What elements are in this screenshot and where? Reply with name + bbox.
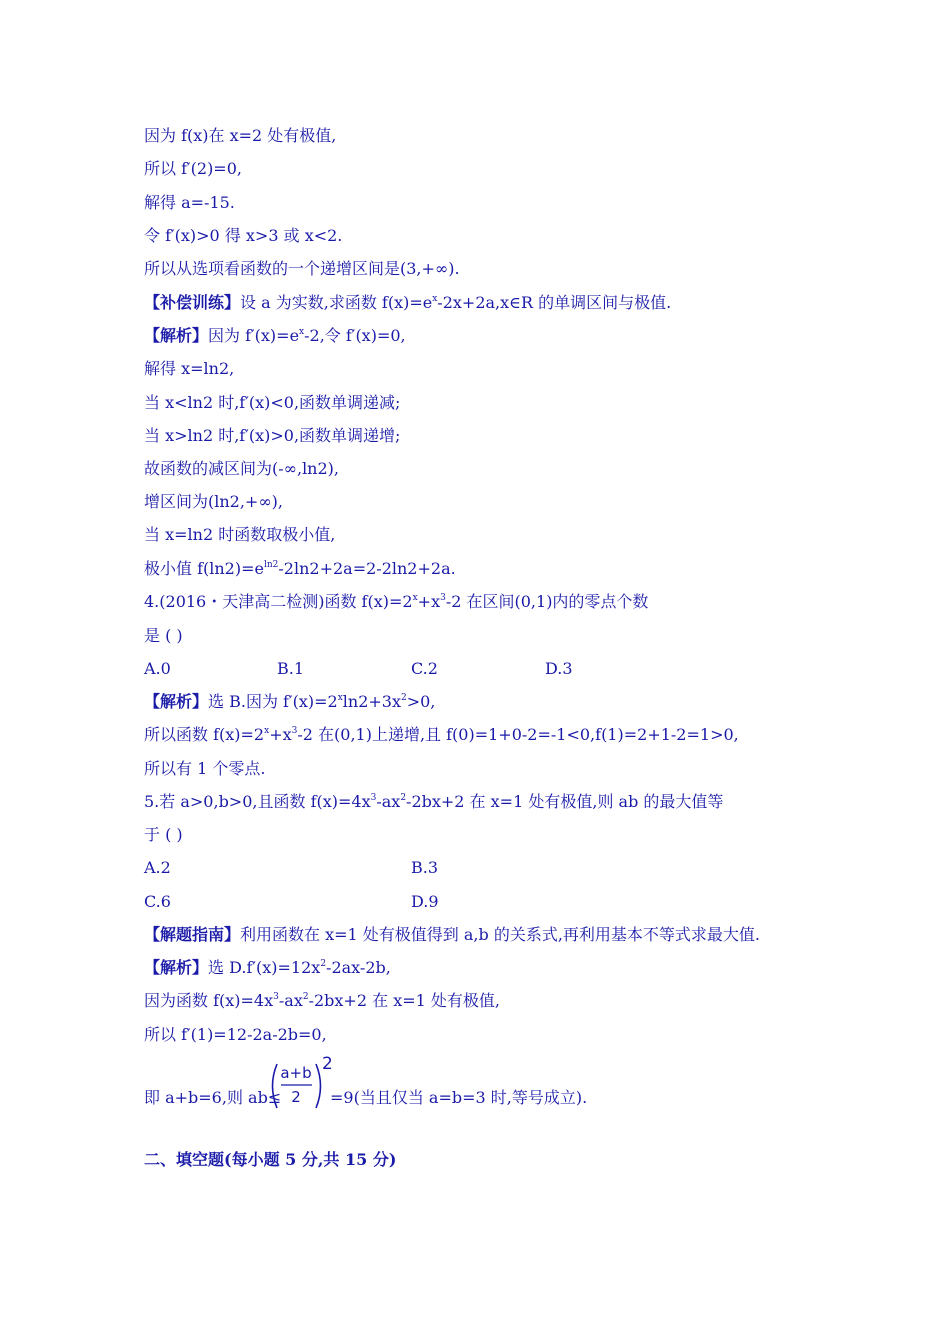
superscript: 2 <box>320 959 327 969</box>
text-line: 增区间为(ln2,+∞), <box>144 492 283 511</box>
text-part: 利用函数在 x=1 处有极值得到 a,b 的关系式,再利用基本不等式求最大值. <box>240 925 761 944</box>
text-part: 选 B.因为 f′(x)=2 <box>208 692 338 711</box>
practice-question <box>144 292 671 314</box>
q5-option-b: B.3 <box>411 858 439 877</box>
text-line: 令 f′(x)>0 得 x>3 或 x<2. <box>144 226 343 245</box>
text-line: 当 x=ln2 时函数取极小值, <box>144 525 336 544</box>
answer-5-line4-left: 即 a+b=6,则 ab≤ <box>144 1088 282 1107</box>
superscript: 2 <box>400 693 407 703</box>
superscript: x <box>412 593 418 603</box>
superscript: 2 <box>400 793 407 803</box>
superscript: ln2 <box>263 560 279 570</box>
text-line: 所以从选项看函数的一个递增区间是(3,+∞). <box>144 259 460 278</box>
text-part: -2bx+2 在 x=1 处有极值,则 ab 的最大值等 <box>406 792 724 811</box>
superscript: 3 <box>440 593 446 603</box>
q5-option-c: C.6 <box>144 892 171 911</box>
text-part: >0, <box>406 692 436 711</box>
text-part: -2x+2a,x∈R 的单调区间与极值. <box>437 293 672 312</box>
answer-4-line2 <box>144 724 739 746</box>
practice-tag: 【补偿训练】 <box>144 293 241 312</box>
question-4 <box>144 591 648 613</box>
text-line: 当 x<ln2 时,f′(x)<0,函数单调递减; <box>144 393 401 412</box>
text-line: 解得 a=-15. <box>144 193 235 212</box>
text-line: 当 x>ln2 时,f′(x)>0,函数单调递增; <box>144 426 401 445</box>
analysis-line <box>144 325 406 347</box>
superscript: x <box>299 327 305 337</box>
text-line: 因为 f(x)在 x=2 处有极值, <box>144 126 337 145</box>
fraction-denominator: 2 <box>291 1088 301 1106</box>
answer-5-line3: 所以 f′(1)=12-2a-2b=0, <box>144 1025 327 1044</box>
text-part: 5.若 a>0,b>0,且函数 f(x)=4x <box>144 792 371 811</box>
text-part: +x <box>269 725 292 744</box>
q4-option-b: B.1 <box>277 659 305 678</box>
text-part: 因为 f′(x)=e <box>208 326 300 345</box>
q5-option-d: D.9 <box>411 892 439 911</box>
text-line: 所以 f′(2)=0, <box>144 159 242 178</box>
fraction-exponent: 2 <box>322 1054 333 1074</box>
text-part: 选 D.f′(x)=12x <box>208 958 321 977</box>
superscript: 3 <box>370 793 377 803</box>
answer-5-line4-right: =9(当且仅当 a=b=3 时,等号成立). <box>330 1088 588 1107</box>
text-part: -2bx+2 在 x=1 处有极值, <box>308 991 500 1010</box>
text-part: -ax <box>376 792 401 811</box>
q5-option-a: A.2 <box>144 858 171 877</box>
text-line <box>144 558 456 580</box>
text-line: 解得 x=ln2, <box>144 359 235 378</box>
superscript: 3 <box>291 726 298 736</box>
text-part: +x <box>417 592 441 611</box>
analysis-tag: 【解析】 <box>144 958 209 977</box>
text-part: -2 在区间(0,1)内的零点个数 <box>445 592 649 611</box>
question-5 <box>144 791 723 813</box>
q4-option-d: D.3 <box>545 659 573 678</box>
question-4-line2: 是 ( ) <box>144 626 183 645</box>
analysis-tag: 【解析】 <box>144 692 209 711</box>
superscript: x <box>432 294 438 304</box>
text-part: -2ln2+2a=2-2ln2+2a. <box>278 559 456 578</box>
question-5-line2: 于 ( ) <box>144 825 183 844</box>
answer-5-line2 <box>144 990 500 1012</box>
text-part: ln2+3x <box>342 692 401 711</box>
hint-tag: 【解题指南】 <box>144 925 241 944</box>
text-part: -2ax-2b, <box>326 958 391 977</box>
superscript: x <box>264 726 270 736</box>
q4-option-a: A.0 <box>144 659 171 678</box>
q4-option-c: C.2 <box>411 659 438 678</box>
text-line: 故函数的减区间为(-∞,ln2), <box>144 459 339 478</box>
text-part: -2,令 f′(x)=0, <box>304 326 406 345</box>
section-heading: 二、填空题(每小题 5 分,共 15 分) <box>144 1150 397 1169</box>
text-part: 4.(2016・天津高二检测)函数 f(x)=2 <box>144 592 413 611</box>
text-part: 设 a 为实数,求函数 f(x)=e <box>240 293 433 312</box>
answer-4-line3: 所以有 1 个零点. <box>144 759 266 778</box>
text-part: -2 在(0,1)上递增,且 f(0)=1+0-2=-1<0,f(1)=2+1-2=1>0, <box>297 725 739 744</box>
superscript: 2 <box>302 992 309 1002</box>
fraction-formula <box>267 1054 339 1112</box>
superscript: 3 <box>273 992 279 1002</box>
text-part: -ax <box>278 991 303 1010</box>
text-part: 所以函数 f(x)=2 <box>144 725 265 744</box>
hint-5 <box>144 924 760 946</box>
superscript: x <box>337 693 343 703</box>
answer-5 <box>144 957 391 979</box>
fraction-numerator: a+b <box>280 1064 312 1082</box>
answer-4 <box>144 691 435 713</box>
text-part: 因为函数 f(x)=4x <box>144 991 274 1010</box>
text-part: 极小值 f(ln2)=e <box>144 559 264 578</box>
analysis-tag: 【解析】 <box>144 326 209 345</box>
